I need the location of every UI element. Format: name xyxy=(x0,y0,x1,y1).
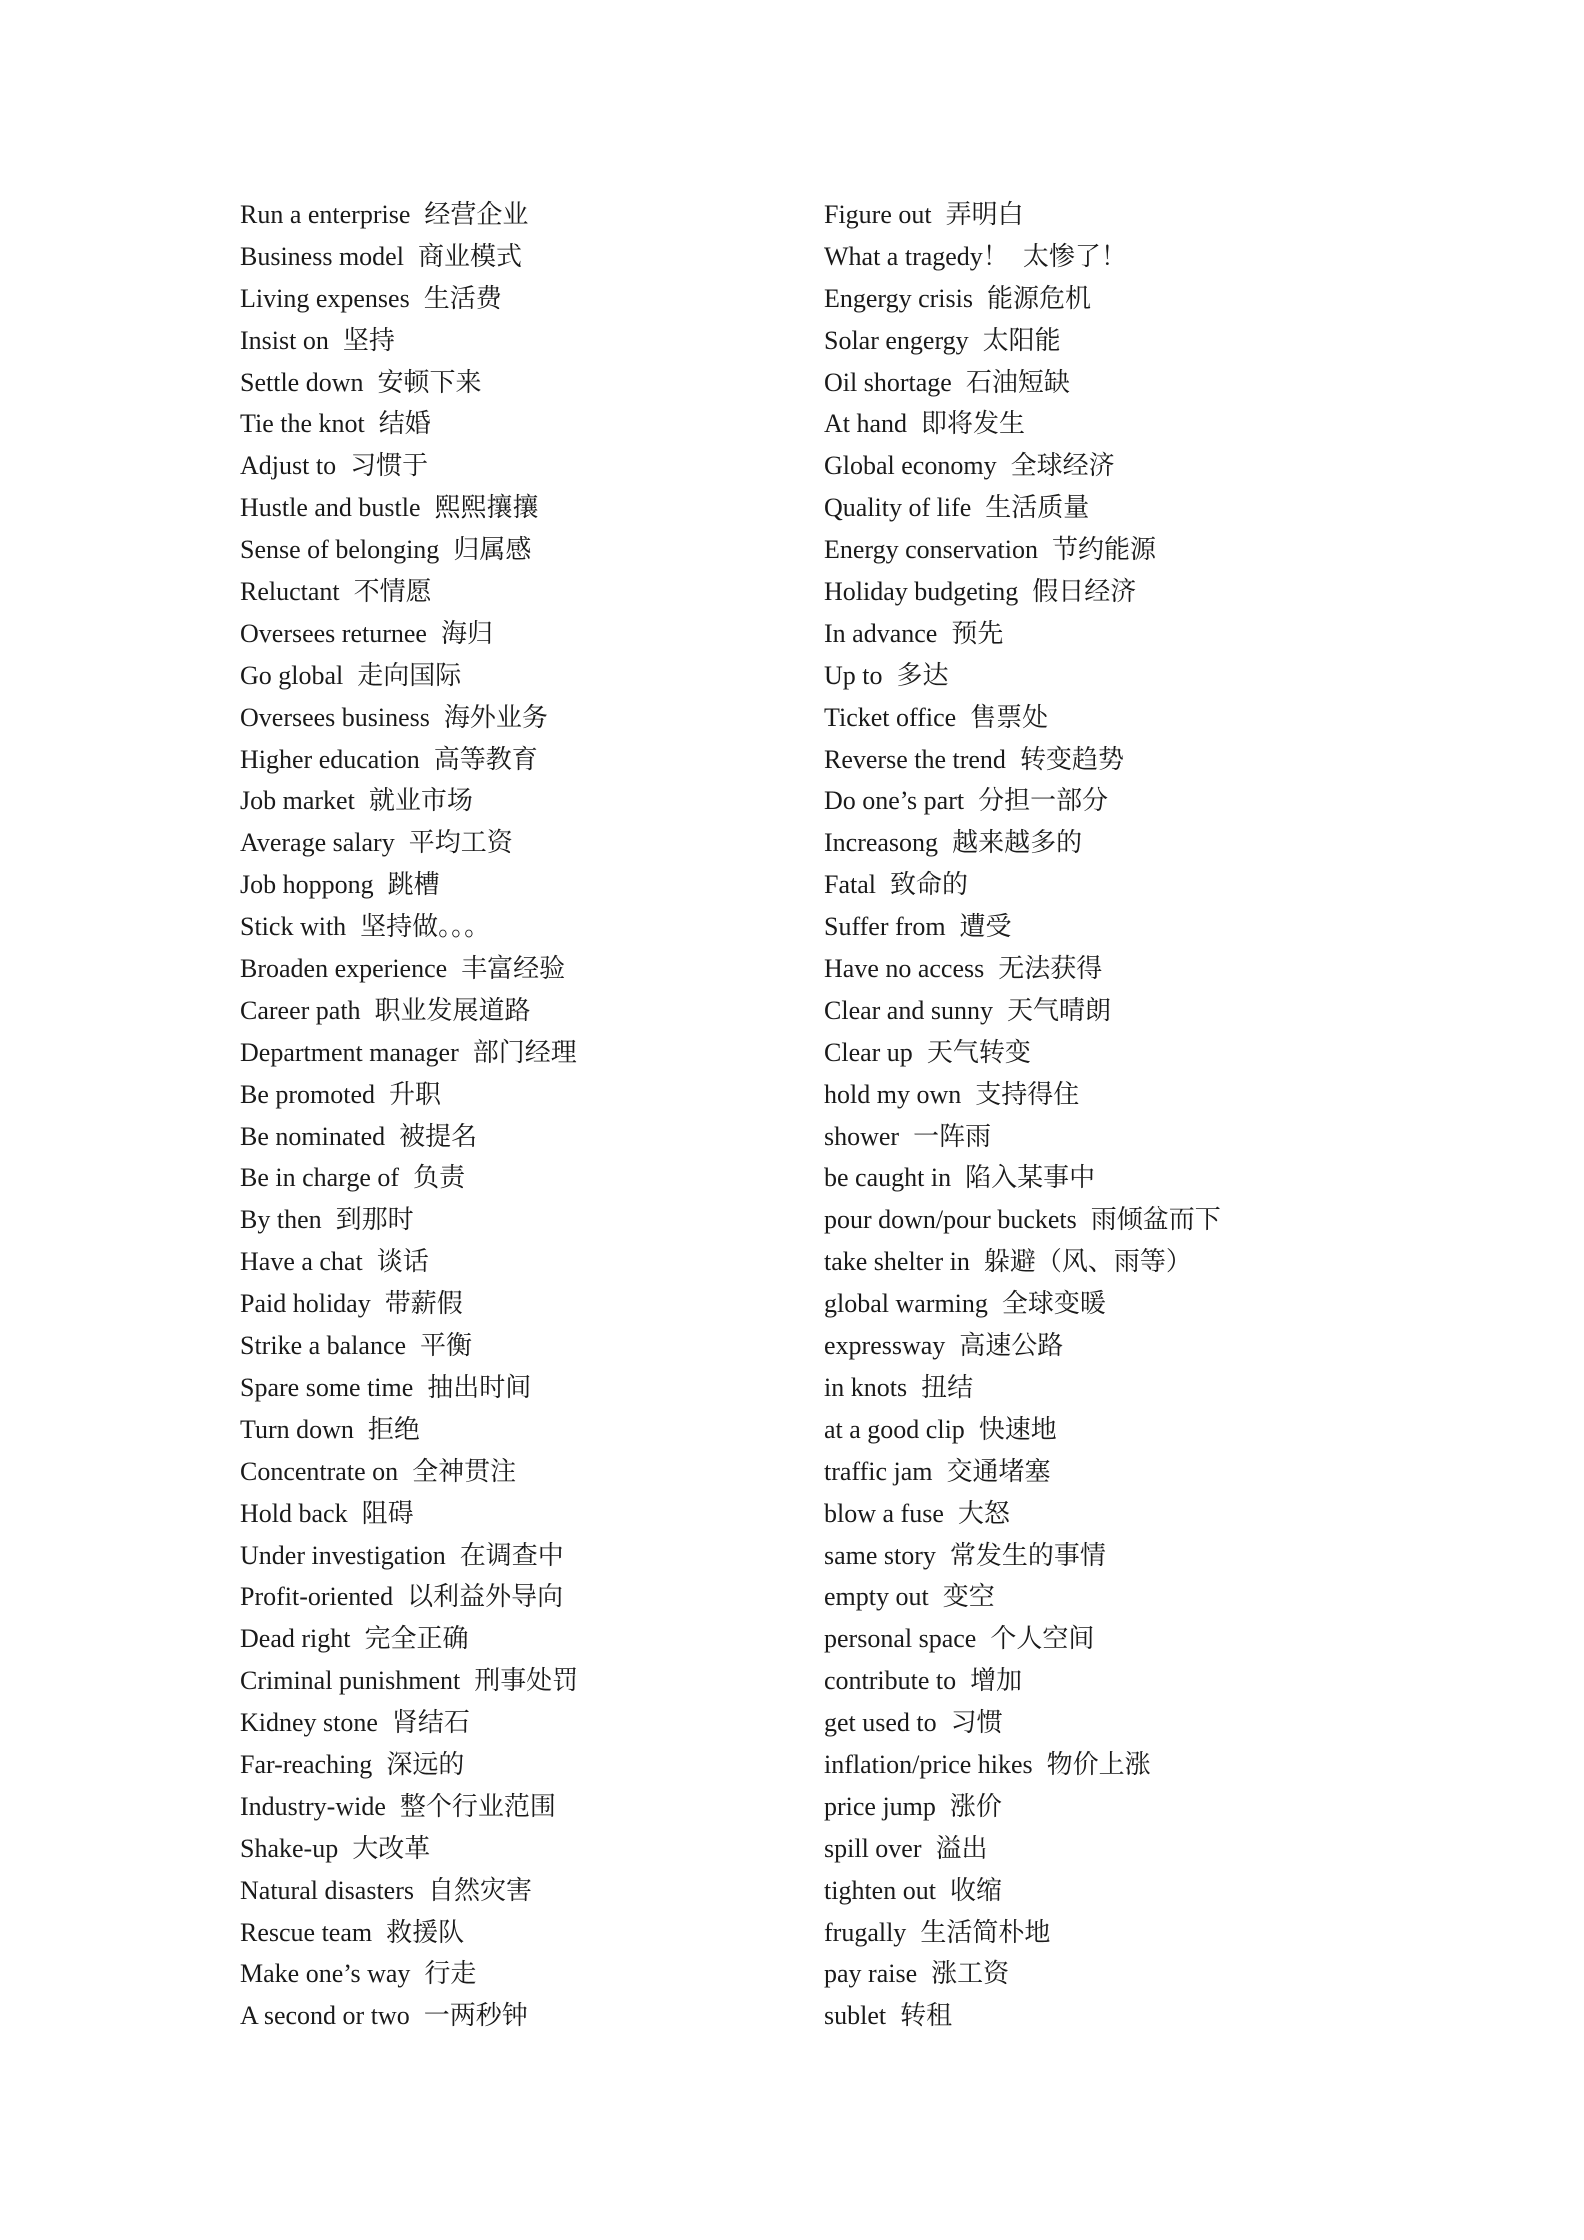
chinese-translation: 深远的 xyxy=(386,1749,465,1779)
chinese-translation: 阻碍 xyxy=(361,1498,414,1528)
vocab-entry xyxy=(240,613,800,655)
english-phrase: Up to xyxy=(824,660,883,690)
vocab-entry xyxy=(240,697,800,739)
english-phrase: Be nominated xyxy=(240,1121,386,1151)
chinese-translation: 行走 xyxy=(424,1959,477,1989)
chinese-translation: 石油短缺 xyxy=(965,367,1070,397)
chinese-translation: 能源危机 xyxy=(987,283,1092,313)
vocab-entry xyxy=(240,1912,800,1954)
vocab-entry xyxy=(240,1828,800,1870)
vocab-entry xyxy=(240,1116,800,1158)
chinese-translation: 自然灾害 xyxy=(428,1875,533,1905)
english-phrase: Fatal xyxy=(824,870,876,900)
chinese-translation: 到那时 xyxy=(335,1205,414,1235)
vocab-entry xyxy=(824,1870,1524,1912)
english-phrase: shower xyxy=(824,1121,900,1151)
vocab-entry xyxy=(240,739,800,781)
vocab-entry xyxy=(824,1451,1524,1493)
vocab-entry xyxy=(240,445,800,487)
chinese-translation: 预先 xyxy=(951,618,1004,648)
vocab-entry xyxy=(240,320,800,362)
chinese-translation: 售票处 xyxy=(970,702,1049,732)
chinese-translation: 归属感 xyxy=(453,535,532,565)
english-phrase: Hold back xyxy=(240,1498,348,1528)
chinese-translation: 肾结石 xyxy=(391,1708,470,1738)
chinese-translation: 安顿下来 xyxy=(377,367,482,397)
vocab-entry xyxy=(824,906,1524,948)
vocab-entry xyxy=(240,990,800,1032)
english-phrase: be caught in xyxy=(824,1163,952,1193)
right-column xyxy=(824,194,1524,2037)
english-phrase: price jump xyxy=(824,1791,936,1821)
english-phrase: Solar engergy xyxy=(824,325,969,355)
vocab-entry xyxy=(824,1995,1524,2037)
english-phrase: Be in charge of xyxy=(240,1163,400,1193)
english-phrase: pour down/pour buckets xyxy=(824,1205,1077,1235)
vocab-entry xyxy=(240,1660,800,1702)
english-phrase: Reverse the trend xyxy=(824,744,1006,774)
english-phrase: Oversees returnee xyxy=(240,618,427,648)
vocab-entry xyxy=(240,571,800,613)
chinese-translation: 职业发展道路 xyxy=(374,995,531,1025)
chinese-translation: 生活费 xyxy=(423,283,502,313)
english-phrase: Job market xyxy=(240,786,355,816)
chinese-translation: 即将发生 xyxy=(921,409,1026,439)
english-phrase: Oversees business xyxy=(240,702,430,732)
english-phrase: expressway xyxy=(824,1331,946,1361)
english-phrase: hold my own xyxy=(824,1079,962,1109)
english-phrase: contribute to xyxy=(824,1666,957,1696)
english-phrase: Figure out xyxy=(824,200,932,229)
chinese-translation: 雨倾盆而下 xyxy=(1090,1205,1221,1235)
chinese-translation: 带薪假 xyxy=(384,1289,463,1319)
english-phrase: Reluctant xyxy=(240,577,340,607)
vocab-entry xyxy=(240,1283,800,1325)
chinese-translation: 习惯于 xyxy=(350,451,429,481)
english-phrase: spill over xyxy=(824,1833,922,1863)
vocab-entry xyxy=(240,1576,800,1618)
chinese-translation: 全球经济 xyxy=(1010,451,1115,481)
english-phrase: sublet xyxy=(824,2001,887,2031)
english-phrase: Have no access xyxy=(824,954,985,984)
english-phrase: Far-reaching xyxy=(240,1749,373,1779)
english-phrase: Quality of life xyxy=(824,493,972,523)
vocab-entry xyxy=(824,445,1524,487)
chinese-translation: 全神贯注 xyxy=(412,1456,517,1486)
chinese-translation: 坚持做。。。 xyxy=(360,912,491,942)
vocab-entry xyxy=(240,864,800,906)
english-phrase: pay raise xyxy=(824,1959,918,1989)
vocab-entry xyxy=(824,529,1524,571)
chinese-translation: 致命的 xyxy=(890,870,969,900)
chinese-translation: 拒绝 xyxy=(367,1414,420,1444)
vocab-entry xyxy=(824,1157,1524,1199)
english-phrase: Department manager xyxy=(240,1037,459,1067)
vocab-entry xyxy=(824,487,1524,529)
chinese-translation: 高等教育 xyxy=(433,744,538,774)
chinese-translation: 完全正确 xyxy=(364,1624,469,1654)
vocab-entry xyxy=(240,1409,800,1451)
chinese-translation: 全球变暖 xyxy=(1001,1289,1106,1319)
vocab-entry xyxy=(824,990,1524,1032)
english-phrase: Holiday budgeting xyxy=(824,577,1019,607)
chinese-translation: 快速地 xyxy=(978,1414,1057,1444)
chinese-translation: 越来越多的 xyxy=(952,828,1083,858)
chinese-translation: 坚持 xyxy=(342,325,395,355)
vocab-entry xyxy=(240,1995,800,2037)
chinese-translation: 多达 xyxy=(896,660,949,690)
english-phrase: at a good clip xyxy=(824,1414,965,1444)
chinese-translation: 一两秒钟 xyxy=(423,2001,528,2031)
english-phrase: Be promoted xyxy=(240,1079,376,1109)
chinese-translation: 太惨了！ xyxy=(1022,241,1127,271)
chinese-translation: 生活简朴地 xyxy=(920,1917,1051,1947)
english-phrase: What a tragedy！ xyxy=(824,241,1009,271)
vocab-entry xyxy=(824,362,1524,404)
vocab-entry xyxy=(824,864,1524,906)
chinese-translation: 天气晴朗 xyxy=(1006,995,1111,1025)
chinese-translation: 支持得住 xyxy=(975,1079,1080,1109)
vocab-entry xyxy=(824,1702,1524,1744)
vocab-entry xyxy=(240,1367,800,1409)
chinese-translation: 个人空间 xyxy=(990,1624,1095,1654)
chinese-translation: 救援队 xyxy=(386,1917,465,1947)
vocab-entry xyxy=(240,1074,800,1116)
vocab-entry xyxy=(240,1744,800,1786)
english-phrase: traffic jam xyxy=(824,1456,933,1486)
english-phrase: Higher education xyxy=(240,744,420,774)
english-phrase: Concentrate on xyxy=(240,1456,399,1486)
chinese-translation: 熙熙攘攘 xyxy=(434,493,539,523)
english-phrase: Have a chat xyxy=(240,1247,363,1277)
english-phrase: Dead right xyxy=(240,1624,351,1654)
english-phrase: A second or two xyxy=(240,2001,410,2031)
chinese-translation: 负责 xyxy=(413,1163,466,1193)
english-phrase: Average salary xyxy=(240,828,395,858)
english-phrase: Job hoppong xyxy=(240,870,374,900)
vocab-entry xyxy=(240,1241,800,1283)
vocab-entry xyxy=(824,1241,1524,1283)
vocab-entry xyxy=(824,1074,1524,1116)
vocab-entry xyxy=(824,655,1524,697)
vocab-entry xyxy=(240,1451,800,1493)
english-phrase: Rescue team xyxy=(240,1917,373,1947)
vocab-entry xyxy=(824,780,1524,822)
english-phrase: Stick with xyxy=(240,912,347,942)
vocab-entry xyxy=(824,571,1524,613)
vocab-entry xyxy=(824,1283,1524,1325)
vocab-entry xyxy=(240,1535,800,1577)
vocab-entry xyxy=(240,948,800,990)
chinese-translation: 谈话 xyxy=(376,1247,429,1277)
english-phrase: empty out xyxy=(824,1582,929,1612)
chinese-translation: 躲避（风、雨等） xyxy=(983,1247,1192,1277)
chinese-translation: 弄明白 xyxy=(945,200,1024,229)
vocab-entry xyxy=(824,1828,1524,1870)
chinese-translation: 天气转变 xyxy=(926,1037,1031,1067)
english-phrase: Make one’s way xyxy=(240,1959,411,1989)
vocab-entry xyxy=(824,1493,1524,1535)
english-phrase: Criminal punishment xyxy=(240,1666,461,1696)
chinese-translation: 生活质量 xyxy=(985,493,1090,523)
english-phrase: Shake-up xyxy=(240,1833,339,1863)
english-phrase: In advance xyxy=(824,618,938,648)
chinese-translation: 就业市场 xyxy=(368,786,473,816)
english-phrase: Do one’s part xyxy=(824,786,965,816)
english-phrase: personal space xyxy=(824,1624,977,1654)
english-phrase: take shelter in xyxy=(824,1247,970,1277)
english-phrase: global warming xyxy=(824,1289,988,1319)
vocab-entry xyxy=(824,697,1524,739)
vocab-entry xyxy=(824,403,1524,445)
english-phrase: same story xyxy=(824,1540,936,1570)
chinese-translation: 物价上涨 xyxy=(1046,1749,1151,1779)
chinese-translation: 遭受 xyxy=(959,912,1012,942)
chinese-translation: 平均工资 xyxy=(408,828,513,858)
vocab-entry xyxy=(824,278,1524,320)
chinese-translation: 丰富经验 xyxy=(461,954,566,984)
vocab-entry xyxy=(240,655,800,697)
chinese-translation: 一阵雨 xyxy=(913,1121,992,1151)
chinese-translation: 无法获得 xyxy=(998,954,1103,984)
vocab-entry xyxy=(240,487,800,529)
chinese-translation: 涨价 xyxy=(949,1791,1002,1821)
chinese-translation: 结婚 xyxy=(378,409,431,439)
vocab-entry xyxy=(240,1786,800,1828)
english-phrase: Clear up xyxy=(824,1037,913,1067)
english-phrase: Adjust to xyxy=(240,451,337,481)
vocab-entry xyxy=(824,1953,1524,1995)
chinese-translation: 大改革 xyxy=(352,1833,431,1863)
vocab-entry xyxy=(240,362,800,404)
vocab-entry xyxy=(240,1870,800,1912)
vocab-entry xyxy=(240,1618,800,1660)
vocab-entry xyxy=(240,1157,800,1199)
english-phrase: By then xyxy=(240,1205,322,1235)
english-phrase: Suffer from xyxy=(824,912,946,942)
chinese-translation: 升职 xyxy=(389,1079,442,1109)
vocab-entry xyxy=(824,1912,1524,1954)
english-phrase: Insist on xyxy=(240,325,329,355)
vocab-entry xyxy=(824,948,1524,990)
english-phrase: At hand xyxy=(824,409,908,439)
english-phrase: Energy conservation xyxy=(824,535,1038,565)
chinese-translation: 分担一部分 xyxy=(978,786,1109,816)
chinese-translation: 部门经理 xyxy=(472,1037,577,1067)
vocab-entry xyxy=(824,320,1524,362)
english-phrase: inflation/price hikes xyxy=(824,1749,1033,1779)
english-phrase: Tie the knot xyxy=(240,409,365,439)
vocab-entry xyxy=(824,739,1524,781)
chinese-translation: 转租 xyxy=(900,2001,953,2031)
vocab-entry xyxy=(824,1367,1524,1409)
english-phrase: Career path xyxy=(240,995,361,1025)
chinese-translation: 常发生的事情 xyxy=(949,1540,1106,1570)
vocab-entry xyxy=(240,1493,800,1535)
chinese-translation: 平衡 xyxy=(420,1331,473,1361)
vocab-entry xyxy=(824,1744,1524,1786)
vocab-entry xyxy=(824,822,1524,864)
chinese-translation: 走向国际 xyxy=(357,660,462,690)
vocab-entry xyxy=(824,613,1524,655)
chinese-translation: 以利益外导向 xyxy=(407,1582,564,1612)
vocab-entry xyxy=(240,236,800,278)
chinese-translation: 太阳能 xyxy=(982,325,1061,355)
english-phrase: Living expenses xyxy=(240,283,410,313)
vocab-entry xyxy=(240,1325,800,1367)
english-phrase: Sense of belonging xyxy=(240,535,440,565)
chinese-translation: 交通堵塞 xyxy=(946,1456,1051,1486)
english-phrase: Industry-wide xyxy=(240,1791,386,1821)
vocab-entry xyxy=(240,906,800,948)
vocab-entry xyxy=(824,236,1524,278)
chinese-translation: 海外业务 xyxy=(443,702,548,732)
chinese-translation: 溢出 xyxy=(935,1833,988,1863)
english-phrase: Broaden experience xyxy=(240,954,448,984)
vocab-entry xyxy=(824,1409,1524,1451)
chinese-translation: 习惯 xyxy=(950,1708,1003,1738)
vocab-entry xyxy=(240,1032,800,1074)
english-phrase: Global economy xyxy=(824,451,997,481)
english-phrase: Ticket office xyxy=(824,702,957,732)
chinese-translation: 海归 xyxy=(440,618,493,648)
vocab-entry xyxy=(824,1535,1524,1577)
vocab-entry xyxy=(824,1660,1524,1702)
english-phrase: Kidney stone xyxy=(240,1708,378,1738)
english-phrase: Profit-oriented xyxy=(240,1582,394,1612)
english-phrase: Settle down xyxy=(240,367,364,397)
english-phrase: Increasong xyxy=(824,828,939,858)
english-phrase: Strike a balance xyxy=(240,1331,407,1361)
vocab-entry xyxy=(240,822,800,864)
chinese-translation: 涨工资 xyxy=(931,1959,1010,1989)
vocab-entry xyxy=(824,194,1524,236)
english-phrase: Spare some time xyxy=(240,1372,414,1402)
english-phrase: Clear and sunny xyxy=(824,995,993,1025)
vocab-entry xyxy=(240,403,800,445)
chinese-translation: 跳槽 xyxy=(387,870,440,900)
vocab-entry xyxy=(240,278,800,320)
chinese-translation: 大怒 xyxy=(957,1498,1010,1528)
chinese-translation: 高速公路 xyxy=(959,1331,1064,1361)
vocab-entry xyxy=(824,1618,1524,1660)
english-phrase: Oil shortage xyxy=(824,367,952,397)
vocab-entry xyxy=(824,1116,1524,1158)
vocab-entry xyxy=(824,1325,1524,1367)
vocab-entry xyxy=(240,780,800,822)
english-phrase: Under investigation xyxy=(240,1540,446,1570)
chinese-translation: 经营企业 xyxy=(424,200,529,229)
chinese-translation: 扭结 xyxy=(921,1372,974,1402)
english-phrase: Turn down xyxy=(240,1414,354,1444)
chinese-translation: 变空 xyxy=(942,1582,995,1612)
chinese-translation: 增加 xyxy=(970,1666,1023,1696)
english-phrase: Run a enterprise xyxy=(240,200,411,229)
chinese-translation: 陷入某事中 xyxy=(965,1163,1096,1193)
vocab-entry xyxy=(824,1786,1524,1828)
left-column xyxy=(240,194,800,2037)
vocab-entry xyxy=(824,1199,1524,1241)
chinese-translation: 整个行业范围 xyxy=(399,1791,556,1821)
chinese-translation: 抽出时间 xyxy=(427,1372,532,1402)
vocab-entry xyxy=(240,1953,800,1995)
chinese-translation: 收缩 xyxy=(949,1875,1002,1905)
vocab-entry xyxy=(240,194,800,236)
english-phrase: blow a fuse xyxy=(824,1498,944,1528)
vocab-entry xyxy=(824,1032,1524,1074)
english-phrase: Natural disasters xyxy=(240,1875,415,1905)
chinese-translation: 转变趋势 xyxy=(1019,744,1124,774)
english-phrase: tighten out xyxy=(824,1875,936,1905)
english-phrase: Paid holiday xyxy=(240,1289,371,1319)
english-phrase: Hustle and bustle xyxy=(240,493,421,523)
vocab-entry xyxy=(240,529,800,571)
chinese-translation: 在调查中 xyxy=(459,1540,564,1570)
english-phrase: Go global xyxy=(240,660,344,690)
vocab-entry xyxy=(240,1702,800,1744)
vocab-entry xyxy=(824,1576,1524,1618)
chinese-translation: 被提名 xyxy=(399,1121,478,1151)
english-phrase: Business model xyxy=(240,241,404,271)
english-phrase: get used to xyxy=(824,1708,937,1738)
chinese-translation: 假日经济 xyxy=(1032,577,1137,607)
english-phrase: in knots xyxy=(824,1372,908,1402)
vocab-entry xyxy=(240,1199,800,1241)
english-phrase: frugally xyxy=(824,1917,907,1947)
chinese-translation: 商业模式 xyxy=(417,241,522,271)
chinese-translation: 刑事处罚 xyxy=(474,1666,579,1696)
chinese-translation: 不情愿 xyxy=(353,577,432,607)
english-phrase: Engergy crisis xyxy=(824,283,973,313)
chinese-translation: 节约能源 xyxy=(1051,535,1156,565)
